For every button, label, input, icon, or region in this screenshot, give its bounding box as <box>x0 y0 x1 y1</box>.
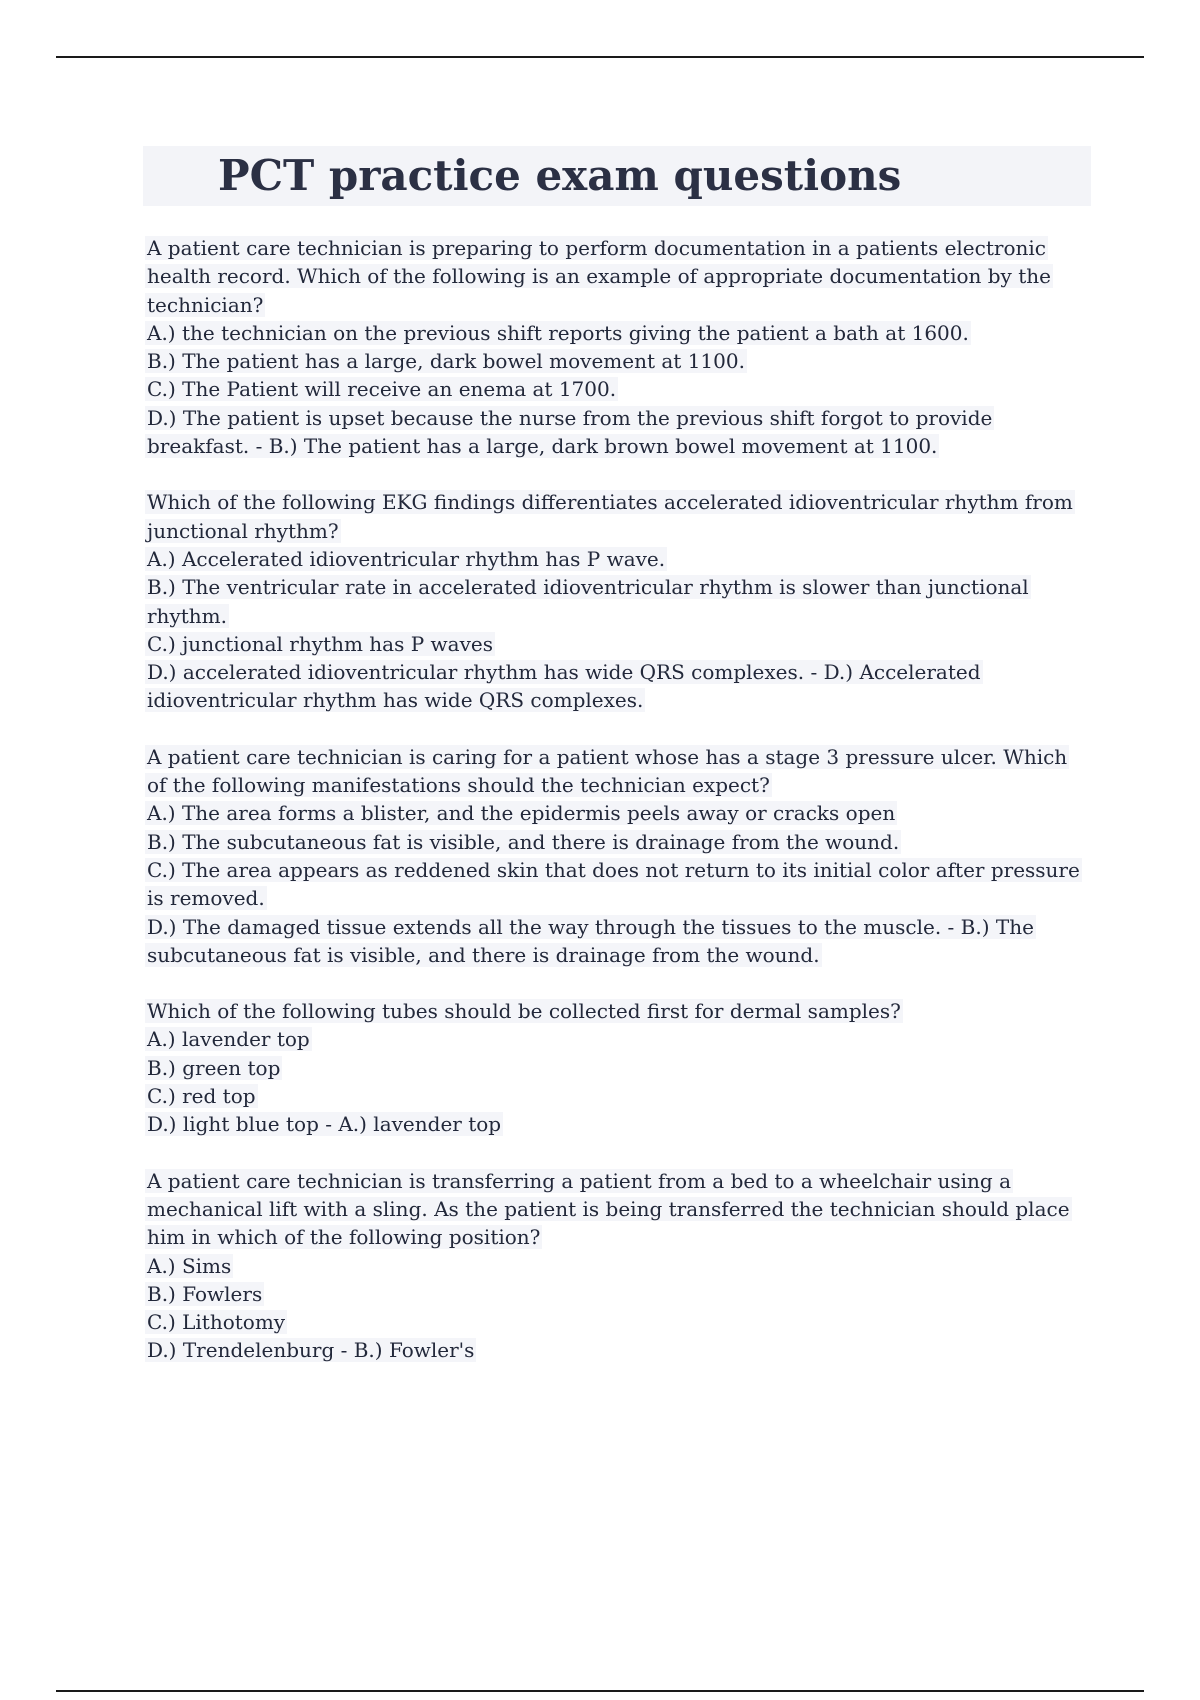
question-line <box>145 828 1090 856</box>
question-block <box>145 234 1090 460</box>
question-line-text: A patient care technician is preparing to perform documentation in a patients electronic <box>147 236 1046 260</box>
question-line-text: B.) The patient has a large, dark bowel movement at 1100. <box>147 349 745 374</box>
question-line <box>145 319 1090 347</box>
question-line-text: B.) Fowlers <box>147 1281 263 1306</box>
question-line <box>145 488 1090 516</box>
question-block <box>145 1167 1090 1365</box>
question-line-text: A.) the technician on the previous shift reports giving the patient a bath at 1600. <box>147 320 969 345</box>
question-line-text: Which of the following tubes should be collected first for dermal samples? <box>147 999 901 1024</box>
question-line-text: him in which of the following position? <box>147 1225 541 1250</box>
question-line-text: A patient care technician is caring for a patient whose has a stage 3 pressure ulcer. Which <box>147 744 1068 769</box>
question-line-text: B.) The subcutaneous fat is visible, and there is drainage from the wound. <box>147 829 900 854</box>
question-line-text: is removed. <box>147 886 265 911</box>
question-line <box>145 856 1090 884</box>
question-line-text: B.) The ventricular rate in accelerated idioventricular rhythm is slower than junctional <box>147 575 1029 600</box>
top-rule <box>56 56 1144 58</box>
question-line <box>145 1336 1090 1364</box>
bottom-rule <box>56 1690 1144 1692</box>
question-line <box>145 799 1090 827</box>
question-line <box>145 913 1090 941</box>
question-line-text: of the following manifestations should the technician expect? <box>147 773 770 798</box>
question-line <box>145 517 1090 545</box>
question-line <box>145 743 1090 771</box>
question-line <box>145 262 1090 290</box>
question-line-text: A patient care technician is transferring a patient from a bed to a wheelchair using a <box>147 1168 1011 1193</box>
question-line <box>145 771 1090 799</box>
question-line-text: C.) The Patient will receive an enema at 1700. <box>147 377 617 402</box>
question-line <box>145 1025 1090 1053</box>
question-block <box>145 743 1090 969</box>
question-line-text: D.) The damaged tissue extends all the way through the tissues to the muscle. - B.) The <box>147 914 1034 939</box>
question-line <box>145 347 1090 375</box>
question-line <box>145 686 1090 714</box>
question-line-text: C.) The area appears as reddened skin that does not return to its initial color after pressure <box>147 857 1080 882</box>
question-line <box>145 291 1090 319</box>
question-line <box>145 884 1090 912</box>
question-line-text: technician? <box>147 292 264 317</box>
question-line-text: C.) Lithotomy <box>147 1310 286 1335</box>
question-line <box>145 602 1090 630</box>
question-block <box>145 997 1090 1138</box>
question-line-text: D.) The patient is upset because the nurse from the previous shift forgot to provide <box>147 405 993 430</box>
question-line-text: junctional rhythm? <box>147 518 339 543</box>
question-line-text: A.) Accelerated idioventricular rhythm has P wave. <box>147 546 666 571</box>
question-list <box>145 234 1090 1393</box>
question-line <box>145 658 1090 686</box>
question-line <box>145 630 1090 658</box>
question-line <box>145 1252 1090 1280</box>
question-line <box>145 404 1090 432</box>
question-line <box>145 1082 1090 1110</box>
question-line-text: health record. Which of the following is an example of appropriate documentation by the <box>147 264 1051 289</box>
question-line-text: breakfast. - B.) The patient has a large, dark brown bowel movement at 1100. <box>147 434 938 459</box>
question-line <box>145 1195 1090 1223</box>
question-line-text: D.) Trendelenburg - B.) Fowler's <box>147 1338 475 1363</box>
question-line-text: A.) Sims <box>147 1253 232 1278</box>
question-line-text: D.) light blue top - A.) lavender top <box>147 1112 502 1137</box>
question-line-text: rhythm. <box>147 603 227 628</box>
question-line-text: D.) accelerated idioventricular rhythm has wide QRS complexes. - D.) Accelerated <box>147 660 981 685</box>
question-line <box>145 573 1090 601</box>
question-line-text: idioventricular rhythm has wide QRS complexes. <box>147 688 644 713</box>
question-line <box>145 1223 1090 1251</box>
question-line <box>145 1167 1090 1195</box>
question-line <box>145 545 1090 573</box>
question-line-text: subcutaneous fat is visible, and there is drainage from the wound. <box>147 942 820 967</box>
question-line-text: mechanical lift with a sling. As the patient is being transferred the technician should place <box>147 1196 1070 1221</box>
question-line-text: Which of the following EKG findings differentiates accelerated idioventricular rhythm from <box>147 490 1073 515</box>
question-line-text: B.) green top <box>147 1055 281 1080</box>
question-line-text: C.) junctional rhythm has P waves <box>147 631 493 656</box>
question-block <box>145 488 1090 714</box>
question-line <box>145 1110 1090 1138</box>
question-line <box>145 432 1090 460</box>
question-line <box>145 1308 1090 1336</box>
question-line <box>145 1054 1090 1082</box>
question-line <box>145 997 1090 1025</box>
question-line <box>145 1280 1090 1308</box>
question-line <box>145 234 1090 262</box>
question-line-text: A.) lavender top <box>147 1027 310 1052</box>
question-line <box>145 375 1090 403</box>
question-line <box>145 941 1090 969</box>
question-line-text: C.) red top <box>147 1084 256 1109</box>
question-line-text: A.) The area forms a blister, and the epidermis peels away or cracks open <box>147 801 896 826</box>
page-title: PCT practice exam questions <box>218 151 902 200</box>
